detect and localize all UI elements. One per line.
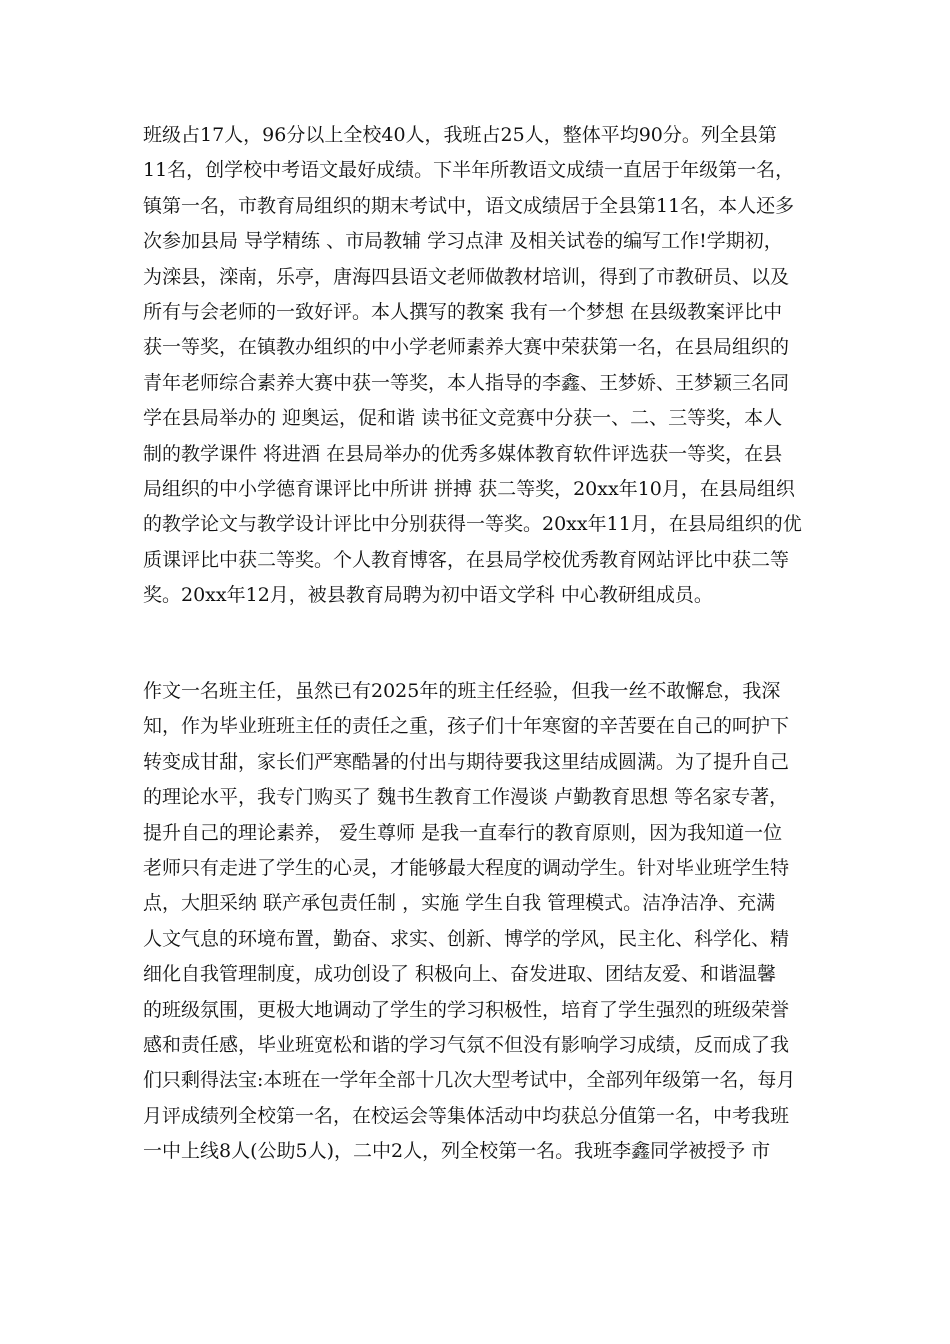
text-line: 奖。20xx年12月，被县教育局聘为初中语文学科 中心教研组成员。 [143, 584, 713, 607]
text-line: 知，作为毕业班班主任的责任之重，孩子们十年寒窗的辛苦要在自己的呵护下 [143, 715, 790, 738]
text-line: 感和责任感，毕业班宽松和谐的学习气氛不但没有影响学习成绩，反而成了我 [143, 1033, 790, 1056]
text-line: 转变成甘甜，家长们严寒酷暑的付出与期待要我这里结成圆满。为了提升自己 [143, 750, 790, 773]
paragraph-achievements [143, 118, 823, 613]
text-line: 老师只有走进了学生的心灵，才能够最大程度的调动学生。针对毕业班学生特 [143, 856, 790, 879]
text-line: 青年老师综合素养大赛中获一等奖，本人指导的李鑫、王梦娇、王梦颖三名同 [143, 371, 790, 394]
paragraph-class-teacher [143, 674, 823, 1169]
text-line: 的班级氛围，更极大地调动了学生的学习积极性，培育了学生强烈的班级荣誉 [143, 998, 790, 1021]
text-line: 镇第一名，市教育局组织的期末考试中，语文成绩居于全县第11名，本人还多 [143, 194, 795, 217]
text-line: 为滦县，滦南，乐亭，唐海四县语文老师做教材培训，得到了市教研员、以及 [143, 265, 790, 288]
text-line: 的理论水平，我专门购买了 魏书生教育工作漫谈 卢勤教育思想 等名家专著， [143, 786, 789, 809]
text-line: 人文气息的环境布置，勤奋、求实、创新、博学的学风，民主化、科学化、精 [143, 927, 790, 950]
text-line: 的教学论文与教学设计评比中分别获得一等奖。20xx年11月，在县局组织的优 [143, 513, 802, 536]
text-line: 作文一名班主任，虽然已有2025年的班主任经验，但我一丝不敢懈怠，我深 [143, 680, 781, 702]
text-line: 质课评比中获二等奖。个人教育博客，在县局学校优秀教育网站评比中获二等 [143, 548, 790, 571]
text-line: 11名，创学校中考语文最好成绩。下半年所教语文成绩一直居于年级第一名， [143, 159, 795, 182]
text-line: 次参加县局 导学精练 、市局教辅 学习点津 及相关试卷的编写工作!学期初， [143, 230, 783, 253]
text-line: 细化自我管理制度，成功创设了 积极向上、奋发进取、团结友爱、和谐温馨 [143, 963, 777, 986]
text-line: 提升自己的理论素养， 爱生尊师 是我一直奉行的教育原则，因为我知道一位 [143, 821, 783, 844]
text-line: 班级占17人，96分以上全校40人，我班占25人，整体平均90分。列全县第 [143, 124, 777, 146]
text-line: 所有与会老师的一致好评。本人撰写的教案 我有一个梦想 在县级教案评比中 [143, 300, 783, 323]
text-line: 月评成绩列全校第一名，在校运会等集体活动中均获总分值第一名，中考我班 [143, 1104, 790, 1127]
text-line: 点，大胆采纳 联产承包责任制 ，实施 学生自我 管理模式。洁净洁净、充满 [143, 892, 776, 915]
text-line: 一中上线8人(公助5人)，二中2人，列全校第一名。我班李鑫同学被授予 市 [143, 1140, 771, 1163]
text-line: 学在县局举办的 迎奥运，促和谐 读书征文竞赛中分获一、二、三等奖，本人 [143, 407, 783, 430]
text-line: 们只剩得法宝:本班在一学年全部十几次大型考试中，全部列年级第一名，每月 [143, 1069, 796, 1092]
text-line: 制的教学课件 将进酒 在县局举办的优秀多媒体教育软件评选获一等奖，在县 [143, 442, 783, 465]
text-line: 局组织的中小学德育课评比中所讲 拼搏 获二等奖，20xx年10月，在县局组织 [143, 477, 795, 500]
text-line: 获一等奖，在镇教办组织的中小学老师素养大赛中荣获第一名，在县局组织的 [143, 336, 790, 359]
